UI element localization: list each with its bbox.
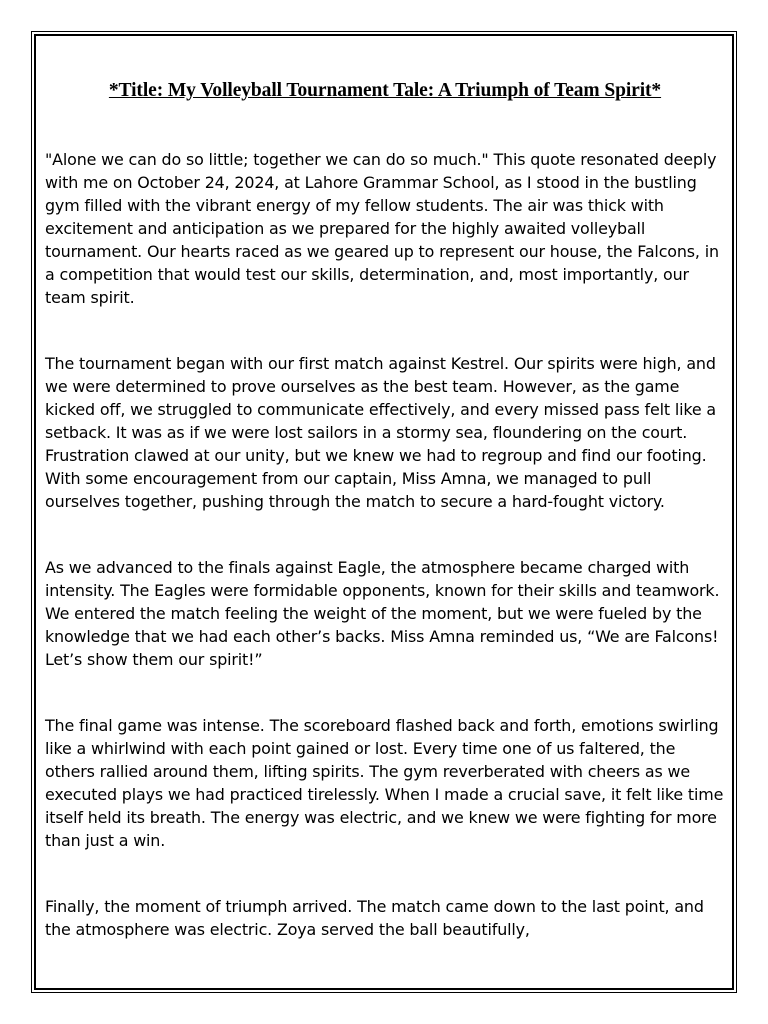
paragraph-final-game: The final game was intense. The scoreboard flashed back and forth, emotions swirling like a whirlwind with each point gained or lost. Every time one of us faltered, the others rallied around them, lifting spirits. The gym reverberated with cheers as we executed plays we had practiced tirelessly. When I made a crucial save, it felt like time itself held its breath. The energy was electric, and we knew we were fighting for more than just a win. bbox=[45, 716, 724, 850]
paragraph-finals: As we advanced to the finals against Eagle, the atmosphere became charged with intensity. The Eagles were formidable opponents, known for their skills and teamwork. We entered the match feeling the weight of the moment, but we were fueled by the knowledge that we had each other’s backs. Miss Amna reminded us, “We are Falcons! Let’s show them our spirit!” bbox=[45, 558, 720, 669]
document-title: *Title: My Volleyball Tournament Tale: A Triumph of Team Spirit* bbox=[108, 80, 662, 101]
paragraph-intro: "Alone we can do so little; together we can do so much." This quote resonated deeply with me on October 24, 2024, at Lahore Grammar School, as I stood in the bustling gym filled with the vibrant energy of my fellow students. The air was thick with excitement and anticipation as we prepared for the highly awaited volleyball tournament. Our hearts raced as we geared up to represent our house, the Falcons, in a competition that would test our skills, determination, and, most importantly, our team spirit. bbox=[45, 150, 719, 307]
paragraph-first-match: The tournament began with our first match against Kestrel. Our spirits were high, and we were determined to prove ourselves as the best team. However, as the game kicked off, we struggled to communicate effectively, and every missed pass felt like a setback. It was as if we were lost sailors in a stormy sea, floundering on the court. Frustration clawed at our unity, but we knew we had to regroup and find our footing. With some encouragement from our captain, Miss Amna, we managed to pull ourselves together, pushing through the match to secure a hard-fought victory. bbox=[45, 354, 716, 511]
paragraph-triumph: Finally, the moment of triumph arrived. The match came down to the last point, and the atmosphere was electric. Zoya served the ball beautifully, bbox=[45, 897, 704, 939]
document-body bbox=[45, 78, 725, 941]
